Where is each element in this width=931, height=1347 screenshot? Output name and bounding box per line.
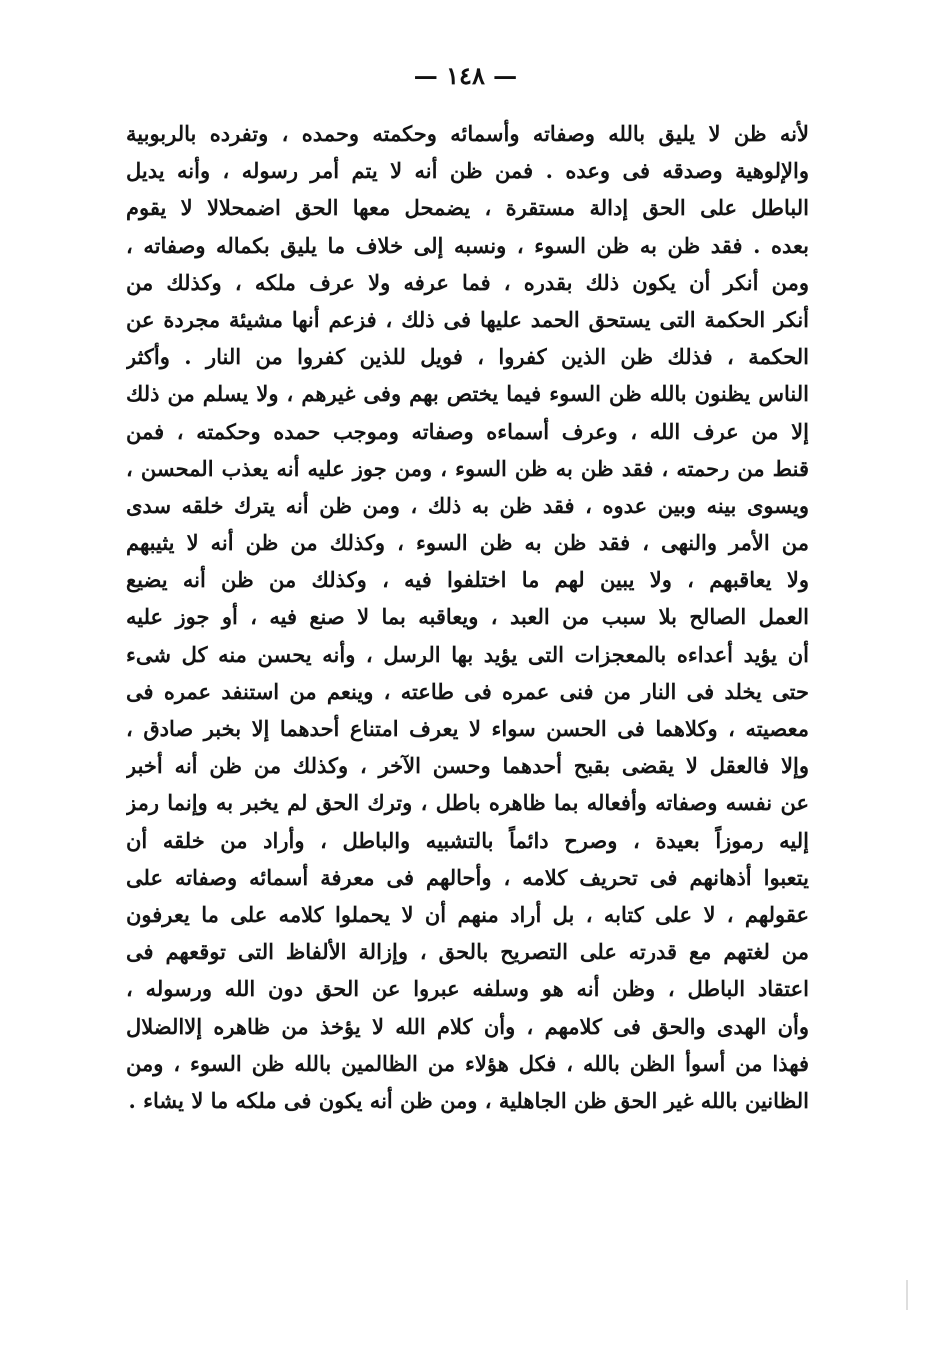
text-line: إلا من عرف الله ، وعرف أسماءه وصفاته وموجب حمده وحكمته ، فمن: [126, 418, 809, 444]
text-line: أن يؤيد أعداءه بالمعجزات التى يؤيد بها الرسل ، وأنه يحسن منه كل شىء: [126, 641, 809, 667]
text-line: والإلوهية وصدقه فى وعده . فمن ظن أنه لا يتم أمر رسوله ، وأنه يديل: [126, 158, 809, 184]
text-line: الباطل على الحق إدالة مستقرة ، يضمحل معها الحق اضمحلالا لا يقوم: [126, 195, 809, 221]
page-edge-mark: [906, 1280, 908, 1310]
text-line: معصيته ، وكلاهما فى الحسن سواء لا يعرف امتناع أحدهما إلا بخبر صادق ،: [126, 716, 809, 741]
text-line: أنكر الحكمة التى يستحق الحمد عليها فى ذلك ، فزعم أنها مشيئة مجردة عن: [126, 306, 809, 332]
text-line: حتى يخلد فى النار من فنى عمره فى طاعته ، وينعم من استنفد عمره فى: [126, 678, 809, 704]
page-number: — ١٤٨ —: [413, 61, 518, 90]
text-line: من لغتهم مع قدرته على التصريح بالحق ، وإزالة الألفاظ التى توقعهم فى: [126, 939, 809, 965]
body-text: [126, 115, 809, 1119]
text-line: قنط من رحمته ، فقد ظن به ظن السوء ، ومن جوز عليه أنه يعذب المحسن ،: [126, 455, 809, 481]
text-line: الظانين بالله غير الحق ظن الجاهلية ، ومن ظن أنه يكون فى ملكه ما لا يشاء .: [128, 1087, 809, 1113]
text-line: العمل الصالح بلا سبب من العبد ، ويعاقبه بما لا صنع فيه ، أو جوز عليه: [126, 604, 809, 630]
text-line: لأنه ظن لا يليق بالله وصفاته وأسمائه وحكمته وحمده ، وتفرده بالربوبية: [126, 121, 809, 146]
text-line: الحكمة ، فذلك ظن الذين كفروا ، فويل للذين كفروا من النار . وأكثر: [126, 344, 809, 370]
text-line: ومن أنكر أن يكون ذلك بقدره ، فما عرفه ولا عرف ملكه ، وكذلك من: [126, 269, 809, 295]
text-line: ولا يعاقبهم ، ولا يبين لهم ما اختلفوا فيه ، وكذلك من ظن أنه يضيع: [126, 567, 809, 593]
text-line: يتعبوا أذهانهم فى تحريف كلامه ، وأحالهم فى معرفة أسمائه وصفاته على: [126, 864, 809, 890]
text-line: وأن الهدى والحق فى كلامهم ، وأن كلام الله لا يؤخذ من ظاهره إلاالضلال: [126, 1013, 809, 1039]
text-line: عن نفسه وصفاته وأفعاله بما ظاهره باطل ، وترك الحق لم يخبر به وإنما رمز: [126, 790, 809, 816]
text-line: إليه رموزاً بعيدة ، وصرح دائماً بالتشبيه والباطل ، وأراد من خلقه أن: [126, 827, 809, 853]
text-line: من الأمر والنهى ، فقد ظن به ظن السوء ، وكذلك من ظن أنه لا يثيبهم: [126, 530, 809, 556]
text-line: بعده . فقد ظن به ظن السوء ، ونسبه إلى خلاف ما يليق بكماله وصفاته ،: [126, 232, 809, 258]
text-line: فهذا من أسوأ الظن بالله ، فكل هؤلاء من الظالمين بالله ظن السوء ، ومن: [126, 1050, 809, 1076]
text-line: عقولهم ، لا على كتابه ، بل أراد منهم أن لا يحملوا كلامه على ما يعرفون: [126, 901, 809, 927]
text-line: اعتقاد الباطل ، وظن أنه هو وسلفه عبروا عن الحق دون الله ورسوله ،: [126, 976, 809, 1002]
text-line: الناس يظنون بالله ظن السوء فيما يختص بهم وفى غيرهم ، ولا يسلم من ذلك: [126, 381, 809, 407]
text-line: وإلا فالعقل لا يقضى بقبح أحدهما وحسن الآخر ، وكذلك من ظن أنه أخبر: [126, 753, 809, 779]
text-line: ويسوى بينه وبين عدوه ، فقد ظن به ذلك ، ومن ظن أنه يترك خلقه سدى: [126, 492, 809, 518]
